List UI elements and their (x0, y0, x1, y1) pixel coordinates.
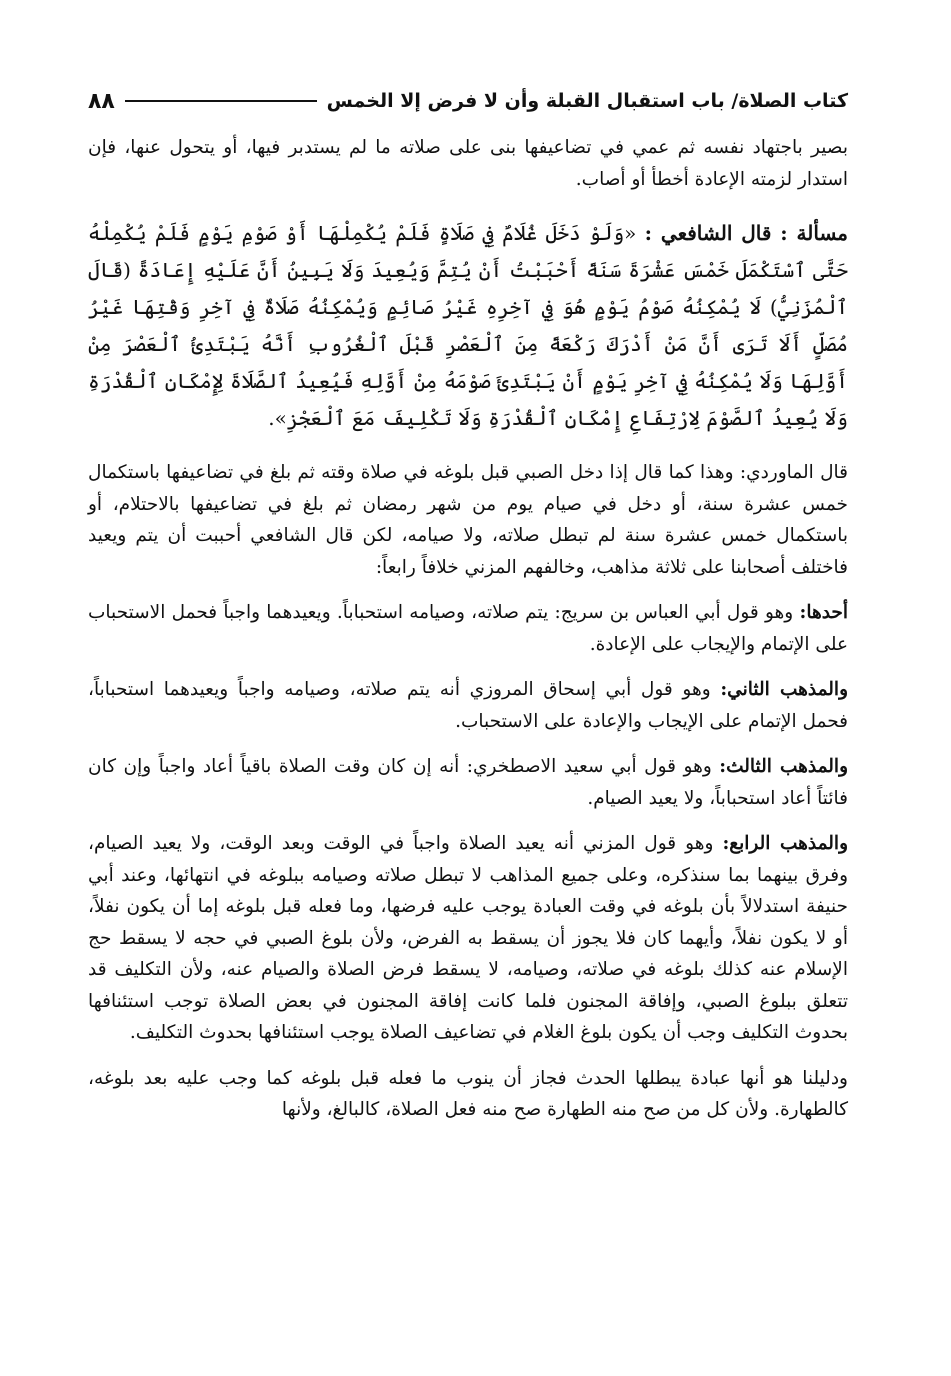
paragraph-lead: أحدها: (799, 602, 848, 623)
paragraph-text: قال الماوردي: وهذا كما قال إذا دخل الصبي قبل بلوغه في صلاة وقته ثم بلغ في تضاعيفها باستكمال خمس عشرة سنة، أو دخل في صيام يوم من شهر رمضان ثم بلغ في تضاعيفها بالاحتلام، أو باستكمال خمس عشرة سنة لم تبطل صلاته، ولا صيامه، لكن قال الشافعي أحببت أن يتم ويعيد فاختلف أصحابنا على ثلاثة مذاهب، وخالفهم المزني خلافاً رابعاً: (88, 462, 848, 578)
running-title: كتاب الصلاة/ باب استقبال القبلة وأن لا فرض إلا الخمس (326, 90, 848, 112)
paragraph-mawardi (88, 457, 848, 583)
page-header (88, 86, 848, 116)
paragraph-text: «وَلَوْ دَخَلَ غُلَامٌ فِي صَلَاةٍ فَلَمْ يُكْمِلْهَا أَوْ صَوْمِ يَوْمٍ فَلَمْ يُكْمِلْهُ حَتَّى ٱسْتَكْمَلَ خَمْسَ عَشْرَةَ سَنَةً أَحْبَبْتُ أَنْ يُتِمَّ وَيُعِيدَ وَلَا يَبِينُ أَنَّ عَلَيْهِ إِعَادَةً (قَالَ ٱلْمُزَنِيُّ) لَا يُمْكِنُهُ صَوْمُ يَوْمٍ هُوَ فِي آخِرِهِ غَيْرُ صَائِمٍ وَيُمْكِنُهُ صَلَاةٌ فِي آخِرِ وَقْتِهَا غَيْرُ مُصَلٍّ أَلَا تَرَى أَنَّ مَنْ أَدْرَكَ رَكْعَةً مِنَ ٱلْعَصْرِ قَبْلَ ٱلْغُرُوبِ أَنَّهُ يَبْتَدِئُ ٱلْعَصْرَ مِنْ أَوَّلِهَا وَلَا يُمْكِنُهُ فِي آخِرِ يَوْمٍ أَنْ يَبْتَدِئَ صَوْمَهُ مِنْ أَوَّلِهِ فَيُعِيدُ ٱلصَّلَاةَ لِإِمْكَانِ ٱلْقُدْرَةِ وَلَا يُعِيدُ ٱلصَّوْمَ لِارْتِفَاعِ إِمْكَانِ ٱلْقُدْرَةِ وَلَا تَكْلِيفَ مَعَ ٱلْعَجْزِ». (88, 221, 848, 430)
paragraph-text: وهو قول أبي سعيد الاصطخري: أنه إن كان وقت الصلاة باقياً أعاد واجباً وإن كان فائتاً أعاد استحباباً، ولا يعيد الصيام. (88, 756, 848, 809)
header-rule (125, 100, 317, 102)
paragraph-text: وهو قول أبي العباس بن سريج: يتم صلاته، وصيامه استحباباً. ويعيدهما واجباً فحمل الاستحباب على الإتمام والإيجاب على الإعادة. (88, 602, 848, 655)
paragraph-second-opinion (88, 674, 848, 737)
paragraph-lead: والمذهب الرابع: (722, 833, 849, 854)
paragraph-third-opinion (88, 751, 848, 814)
paragraph-lead: والمذهب الثاني: (720, 679, 848, 700)
paragraph-continuation (88, 132, 848, 195)
paragraph-lead: والمذهب الثالث: (719, 756, 849, 777)
paragraph-masala (88, 215, 848, 437)
page-body (88, 132, 848, 1126)
paragraph-first-opinion (88, 597, 848, 660)
paragraph-text: ودليلنا هو أنها عبادة يبطلها الحدث فجاز أن ينوب ما فعله قبل بلوغه كما وجب عليه بعد بلوغه، كالطهارة. ولأن كل من صح منه الطهارة صح منه فعل الصلاة، كالبالغ، ولأنها (88, 1067, 848, 1120)
paragraph-lead: مسألة : قال الشافعي : (644, 221, 849, 245)
paragraph-text: بصير باجتهاد نفسه ثم عمي في تضاعيفها بنى على صلاته ما لم يستدبر فيها، أو يتحول عنها، فإن استدار لزمته الإعادة أخطأ أو أصاب. (88, 137, 848, 190)
paragraph-evidence (88, 1063, 848, 1126)
paragraph-text: وهو قول المزني أنه يعيد الصلاة واجباً في الوقت وبعد الوقت، ولا يعيد الصيام، وفرق بينهما بما سنذكره، وعلى جميع المذاهب لا تبطل صلاته وصيامه ببلوغه في انتهائها، وعند أبي حنيفة استدلالاً بأن بلوغه في وقت العبادة يوجب عليه فرضها، وما فعله قبل بلوغه إما أن يكون نفلاً، أو لا يكون نفلاً، وأيهما كان فلا يجوز أن يسقط به الفرض، ولأن بلوغ الصبي في حجه لا يسقط حج الإسلام عنه كذلك بلوغه في صلاته، وصيامه، لا يسقط فرض الصلاة والصيام عنه، ولأن التكليف قد تتعلق ببلوغ الصبي، وإفاقة المجنون فلما كانت إفاقة المجنون في بعض الصلاة توجب استئنافها بحدوث التكليف وجب أن يكون بلوغ الغلام في تضاعيف الصلاة يوجب استئنافها بحدوث التكليف. (88, 833, 848, 1043)
paragraph-fourth-opinion (88, 828, 848, 1049)
page-number: ٨٨ (88, 88, 115, 114)
paragraph-text: وهو قول أبي إسحاق المروزي أنه يتم صلاته، وصيامه واجباً ويعيدهما استحباباً، فحمل الإتمام على الإيجاب والإعادة على الاستحباب. (88, 679, 848, 732)
